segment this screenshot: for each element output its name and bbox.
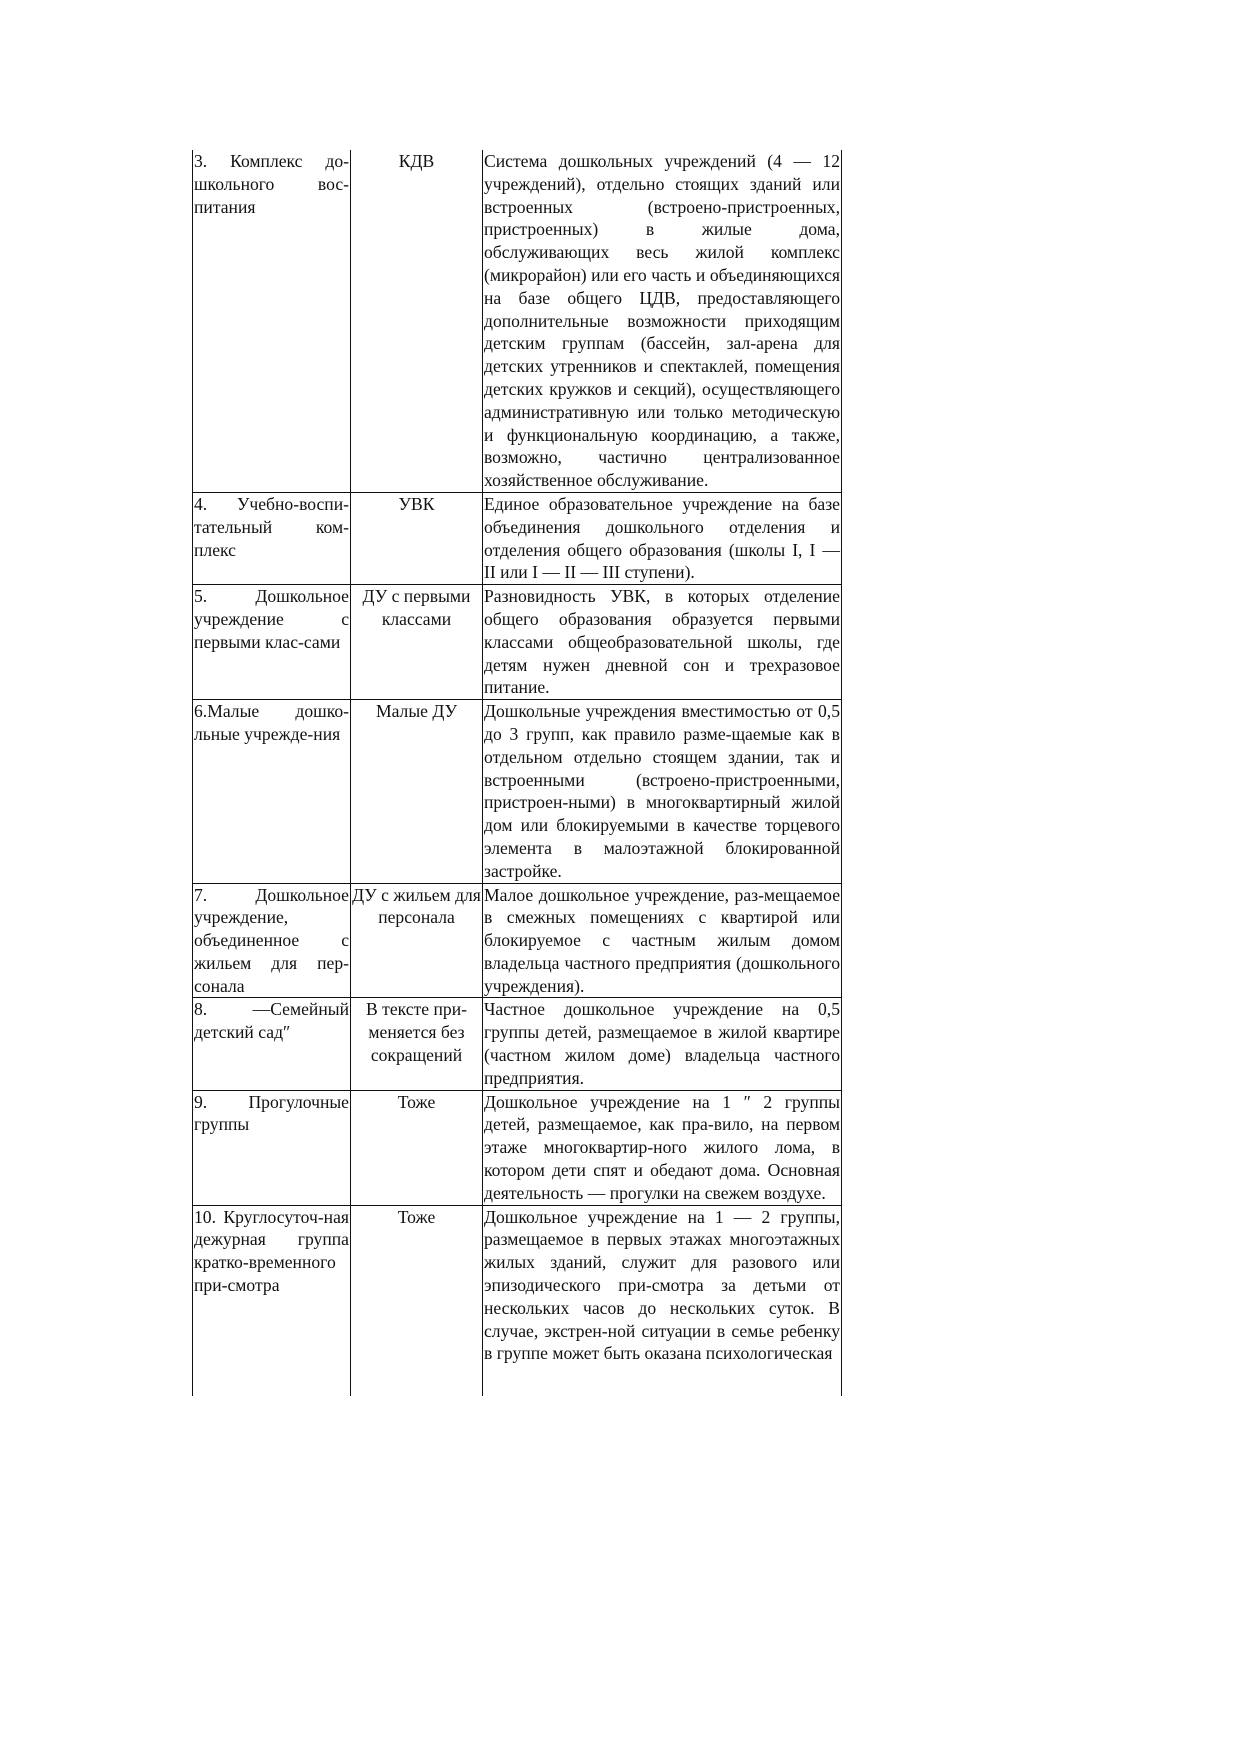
- table-row: [193, 883, 842, 998]
- abbreviation-cell: Тоже: [351, 1205, 483, 1396]
- type-name-cell: 5. Дошкольное учреждение с первыми клас-сами: [193, 585, 351, 700]
- table-row: [193, 998, 842, 1090]
- type-name-cell: 10. Круглосуточ-ная дежурная группа кратко-временного при-смотра: [193, 1205, 351, 1396]
- type-name-cell: 6.Малые дошко-льные учрежде-ния: [193, 700, 351, 883]
- description-cell: Частное дошкольное учреждение на 0,5 группы детей, размещаемое в жилой квартире (частном жилом доме) владельца частного предприятия.: [483, 998, 842, 1090]
- abbreviation-cell: ДУ с жильем для персонала: [351, 883, 483, 998]
- abbreviation-cell: В тексте при-меняется без сокращений: [351, 998, 483, 1090]
- description-cell: Дошкольное учреждение на 1 ″ 2 группы детей, размещаемое, как пра-вило, на первом этаже многоквартир-ного жилого лома, в котором дети спят и обедают дома. Основная деятельность — прогулки на свежем воздухе.: [483, 1090, 842, 1205]
- table-row: [193, 700, 842, 883]
- table-row: [193, 1205, 842, 1396]
- institution-types-table: [192, 150, 842, 1396]
- table-row: [193, 585, 842, 700]
- abbreviation-cell: Малые ДУ: [351, 700, 483, 883]
- type-name-cell: 8. ―Семейный детский сад″: [193, 998, 351, 1090]
- description-cell: Дошкольные учреждения вместимостью от 0,5 до 3 групп, как правило разме-щаемые как в отдельном отдельно стоящем здании, так и встроенными (встроено-пристроенными, пристроен-ными) в многоквартирный жилой дом или блокируемыми в качестве торцевого элемента в малоэтажной блокированной застройке.: [483, 700, 842, 883]
- abbreviation-cell: КДВ: [351, 150, 483, 492]
- table-row: [193, 492, 842, 584]
- description-cell: Система дошкольных учреждений (4 — 12 учреждений), отдельно стоящих зданий или встроенных (встроено-пристроенных, пристроенных) в жилые дома, обслуживающих весь жилой комплекс (микрорайон) или его часть и объединяющихся на базе общего ЦДВ, предоставляющего дополнительные возможности приходящим детским группам (бассейн, зал-арена для детских утренников и спектаклей, помещения детских кружков и секций), осуществляющего административную или только методическую и функциональную координацию, а также, возможно, частично централизованное хозяйственное обслуживание.: [483, 150, 842, 492]
- description-cell: Малое дошкольное учреждение, раз-мещаемое в смежных помещениях с квартирой или блокируемое с частным жилым домом владельца частного предприятия (дошкольного учреждения).: [483, 883, 842, 998]
- abbreviation-cell: Тоже: [351, 1090, 483, 1205]
- type-name-cell: 7. Дошкольное учреждение, объединенное с жильем для пер-сонала: [193, 883, 351, 998]
- description-cell: Единое образовательное учреждение на базе объединения дошкольного отделения и отделения общего образования (школы I, I — II или I — II — III ступени).: [483, 492, 842, 584]
- description-cell: Дошкольное учреждение на 1 — 2 группы, размещаемое в первых этажах многоэтажных жилых зданий, служит для разового или эпизодического при-смотра за детьми от нескольких часов до нескольких суток. В случае, экстрен-ной ситуации в семье ребенку в группе может быть оказана психологическая: [483, 1205, 842, 1396]
- type-name-cell: 3. Комплекс до-школьного вос-питания: [193, 150, 351, 492]
- type-name-cell: 9. Прогулочные группы: [193, 1090, 351, 1205]
- description-cell: Разновидность УВК, в которых отделение общего образования образуется первыми классами общеобразовательной школы, где детям нужен дневной сон и трехразовое питание.: [483, 585, 842, 700]
- abbreviation-cell: УВК: [351, 492, 483, 584]
- type-name-cell: 4. Учебно-воспи-тательный ком-плекс: [193, 492, 351, 584]
- table-row: [193, 1090, 842, 1205]
- table-row: [193, 150, 842, 492]
- abbreviation-cell: ДУ с первыми классами: [351, 585, 483, 700]
